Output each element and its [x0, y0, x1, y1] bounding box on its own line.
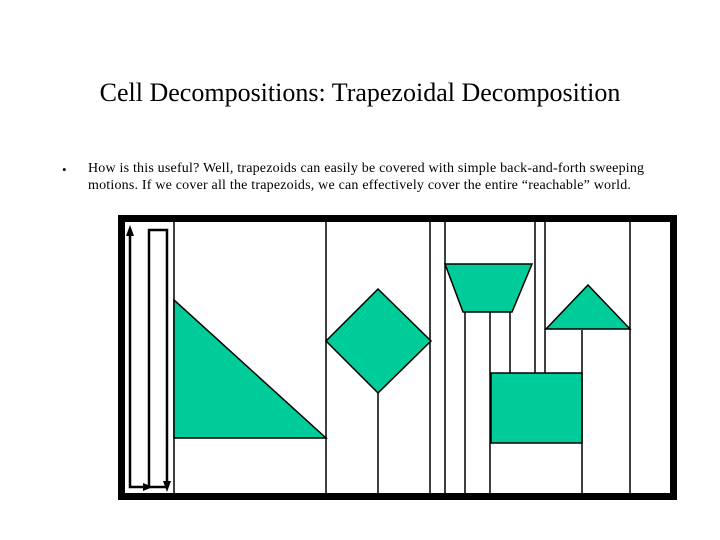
small-triangle-obstacle	[546, 285, 630, 329]
sweep-arrow-up-icon	[126, 225, 134, 236]
rectangle-obstacle	[491, 373, 582, 443]
slide-title: Cell Decompositions: Trapezoidal Decomposition	[99, 78, 621, 107]
bullet-marker: •	[62, 162, 67, 177]
bullet-text: How is this useful? Well, trapezoids can easily be covered with simple back-and-forth sweeping motions. If we cover all the trapezoids, we can effectively cover the entire “reachable” world.	[88, 161, 645, 193]
triangle-obstacle	[174, 300, 326, 438]
sweep-path	[126, 225, 171, 492]
obstacles	[174, 264, 630, 443]
inverted-trapezoid-obstacle	[445, 264, 532, 312]
diamond-obstacle	[326, 289, 431, 393]
